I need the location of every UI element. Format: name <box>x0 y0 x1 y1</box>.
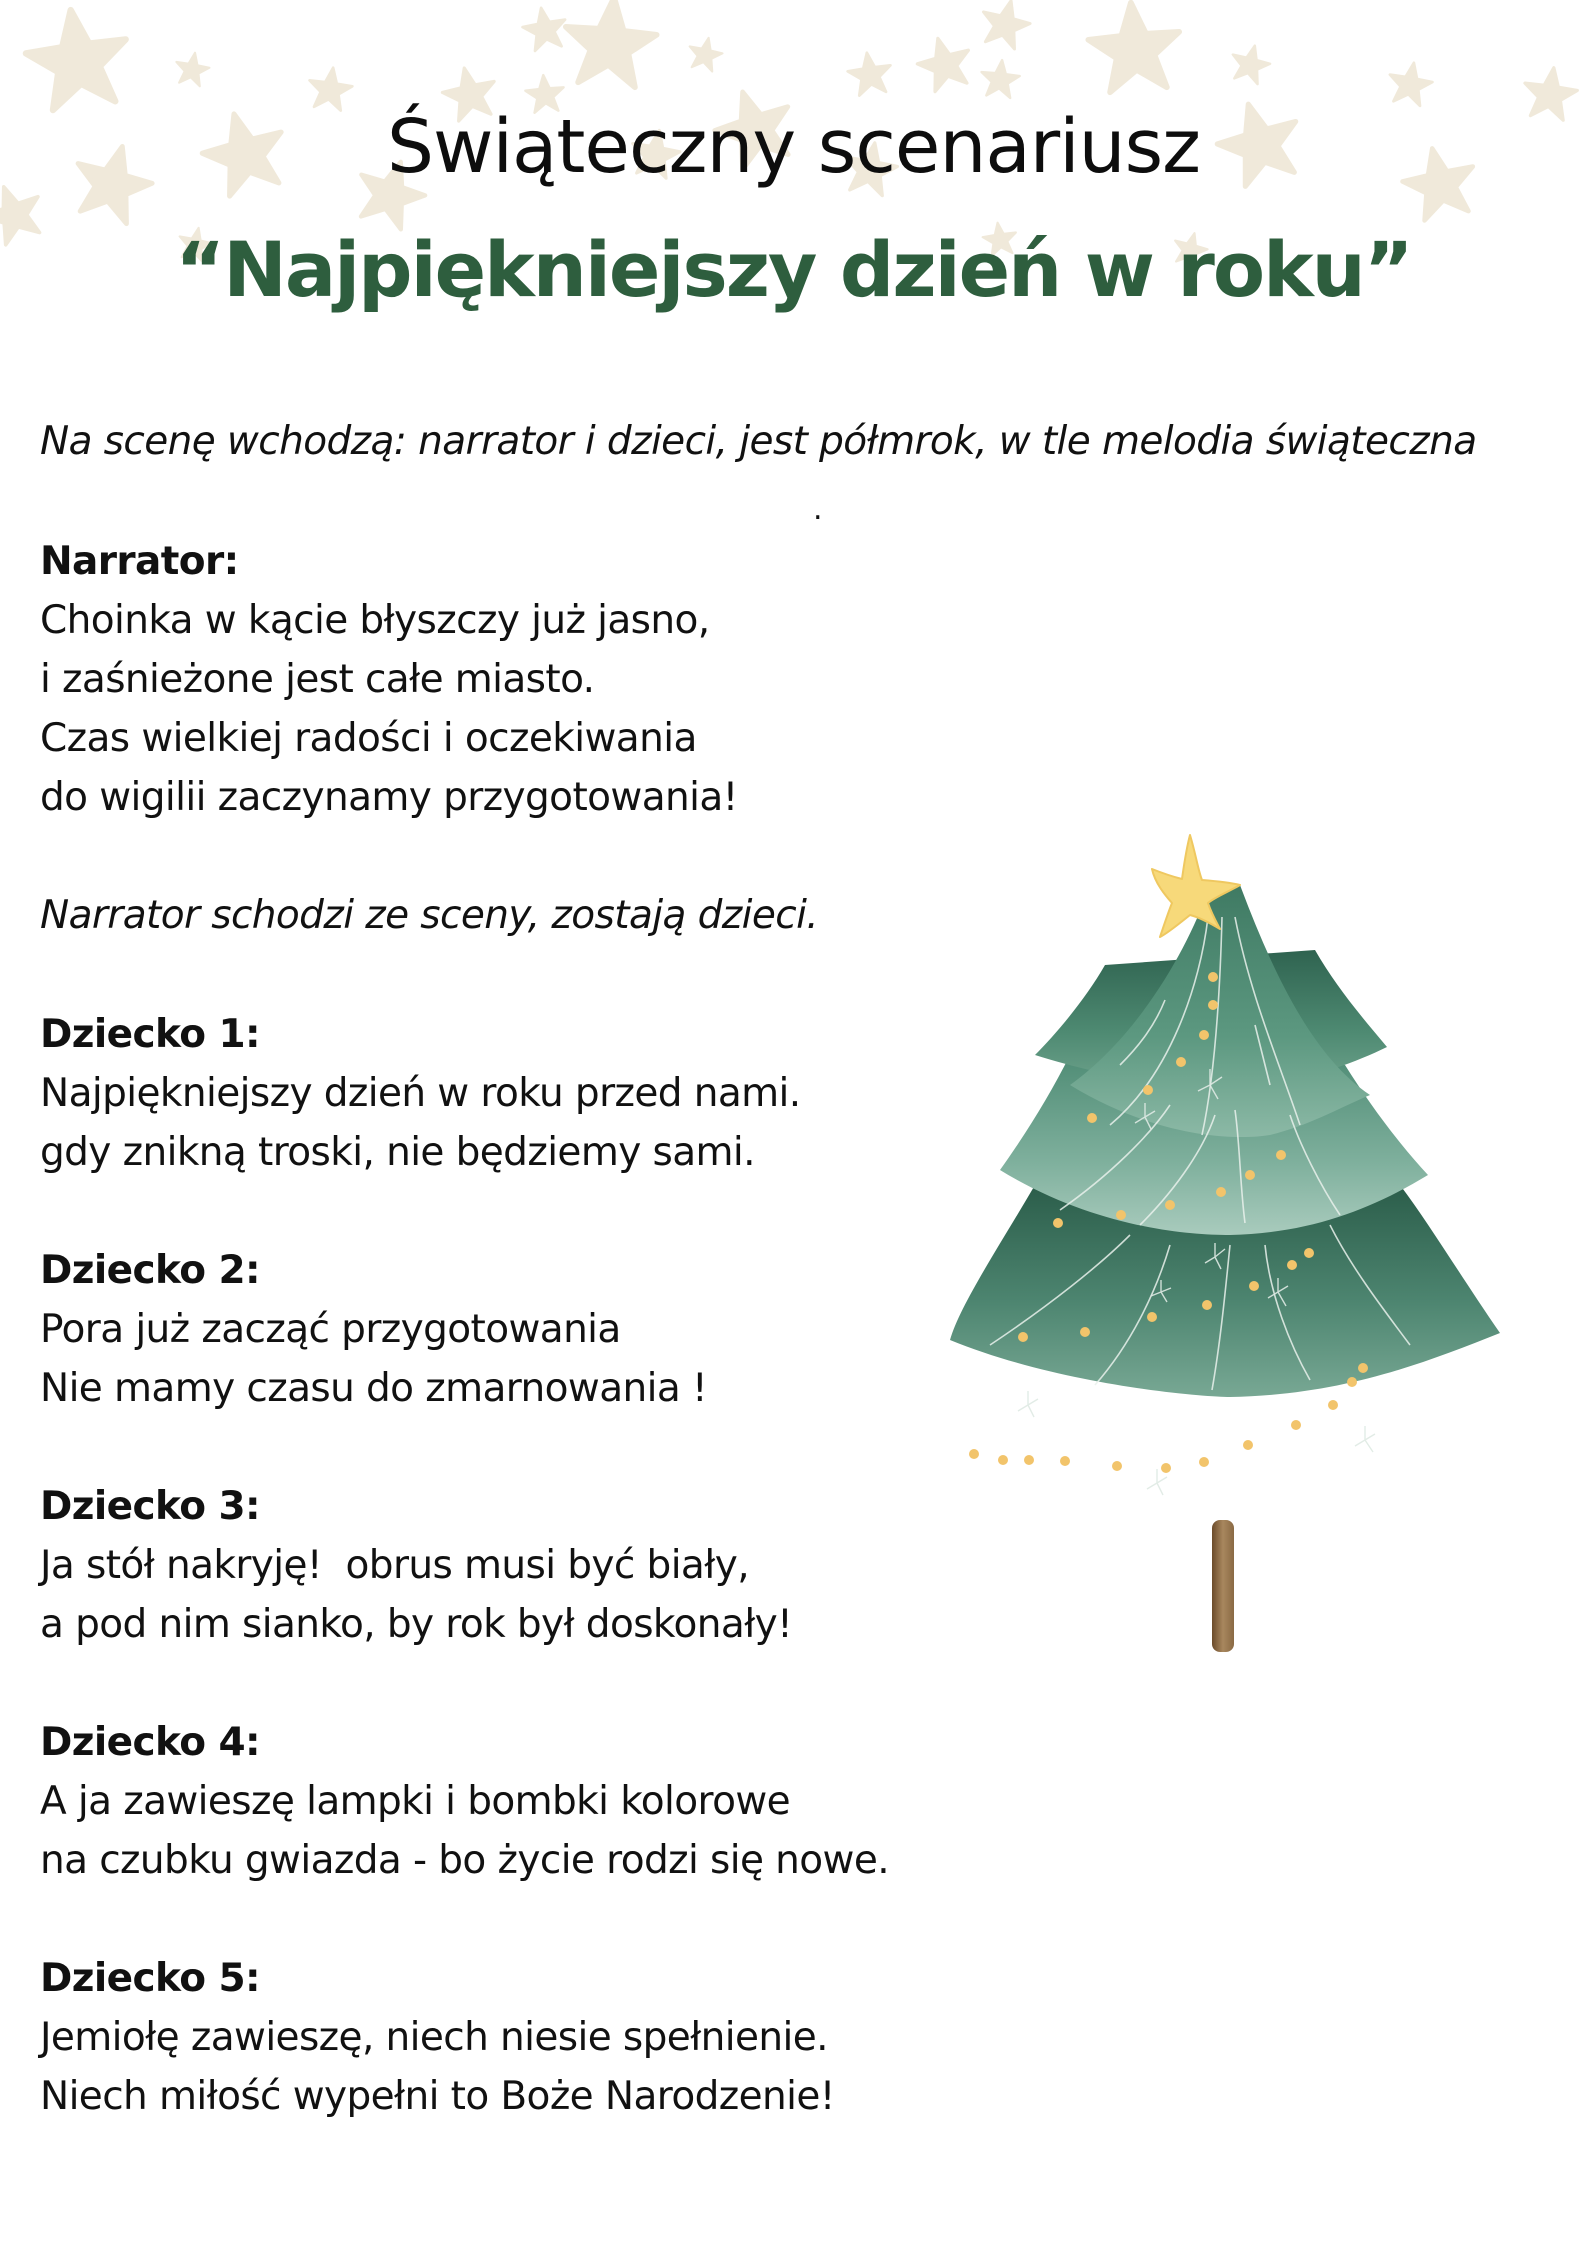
narrator-line-2: i zaśnieżone jest całe miasto. <box>40 657 595 702</box>
speaker-child-2: Dziecko 2: <box>40 1248 261 1293</box>
speaker-child-4: Dziecko 4: <box>40 1720 261 1765</box>
separator-dot: . <box>813 492 823 527</box>
child-4-line-1: A ja zawieszę lampki i bombki kolorowe <box>40 1779 791 1824</box>
child-1-line-2: gdy znikną troski, nie będziemy sami. <box>40 1130 755 1175</box>
speaker-child-3: Dziecko 3: <box>40 1484 261 1529</box>
page-title: Świąteczny scenariusz <box>387 104 1200 190</box>
stage-direction-narrator-exits: Narrator schodzi ze sceny, zostają dzieci. <box>40 893 819 938</box>
narrator-line-3: Czas wielkiej radości i oczekiwania <box>40 716 697 761</box>
page-subtitle: “Najpiękniejszy dzień w roku” <box>175 225 1412 314</box>
child-5-line-2: Niech miłość wypełni to Boże Narodzenie! <box>40 2074 835 2119</box>
intro-stage-direction: Na scenę wchodzą: narrator i dzieci, jest półmrok, w tle melodia świąteczna <box>40 419 1477 464</box>
christmas-tree-icon <box>940 825 1520 1660</box>
child-5-line-1: Jemiołę zawieszę, niech niesie spełnienie. <box>40 2015 828 2060</box>
narrator-line-4: do wigilii zaczynamy przygotowania! <box>40 775 738 820</box>
child-3-line-1: Ja stół nakryję! obrus musi być biały, <box>40 1543 749 1588</box>
child-2-line-1: Pora już zacząć przygotowania <box>40 1307 621 1352</box>
speaker-narrator: Narrator: <box>40 539 239 584</box>
child-4-line-2: na czubku gwiazda - bo życie rodzi się nowe. <box>40 1838 890 1883</box>
speaker-child-1: Dziecko 1: <box>40 1012 261 1057</box>
child-3-line-2: a pod nim sianko, by rok był doskonały! <box>40 1602 793 1647</box>
child-1-line-1: Najpiękniejszy dzień w roku przed nami. <box>40 1071 801 1116</box>
narrator-line-1: Choinka w kącie błyszczy już jasno, <box>40 598 710 643</box>
speaker-child-5: Dziecko 5: <box>40 1956 261 2001</box>
child-2-line-2: Nie mamy czasu do zmarnowania ! <box>40 1366 707 1411</box>
